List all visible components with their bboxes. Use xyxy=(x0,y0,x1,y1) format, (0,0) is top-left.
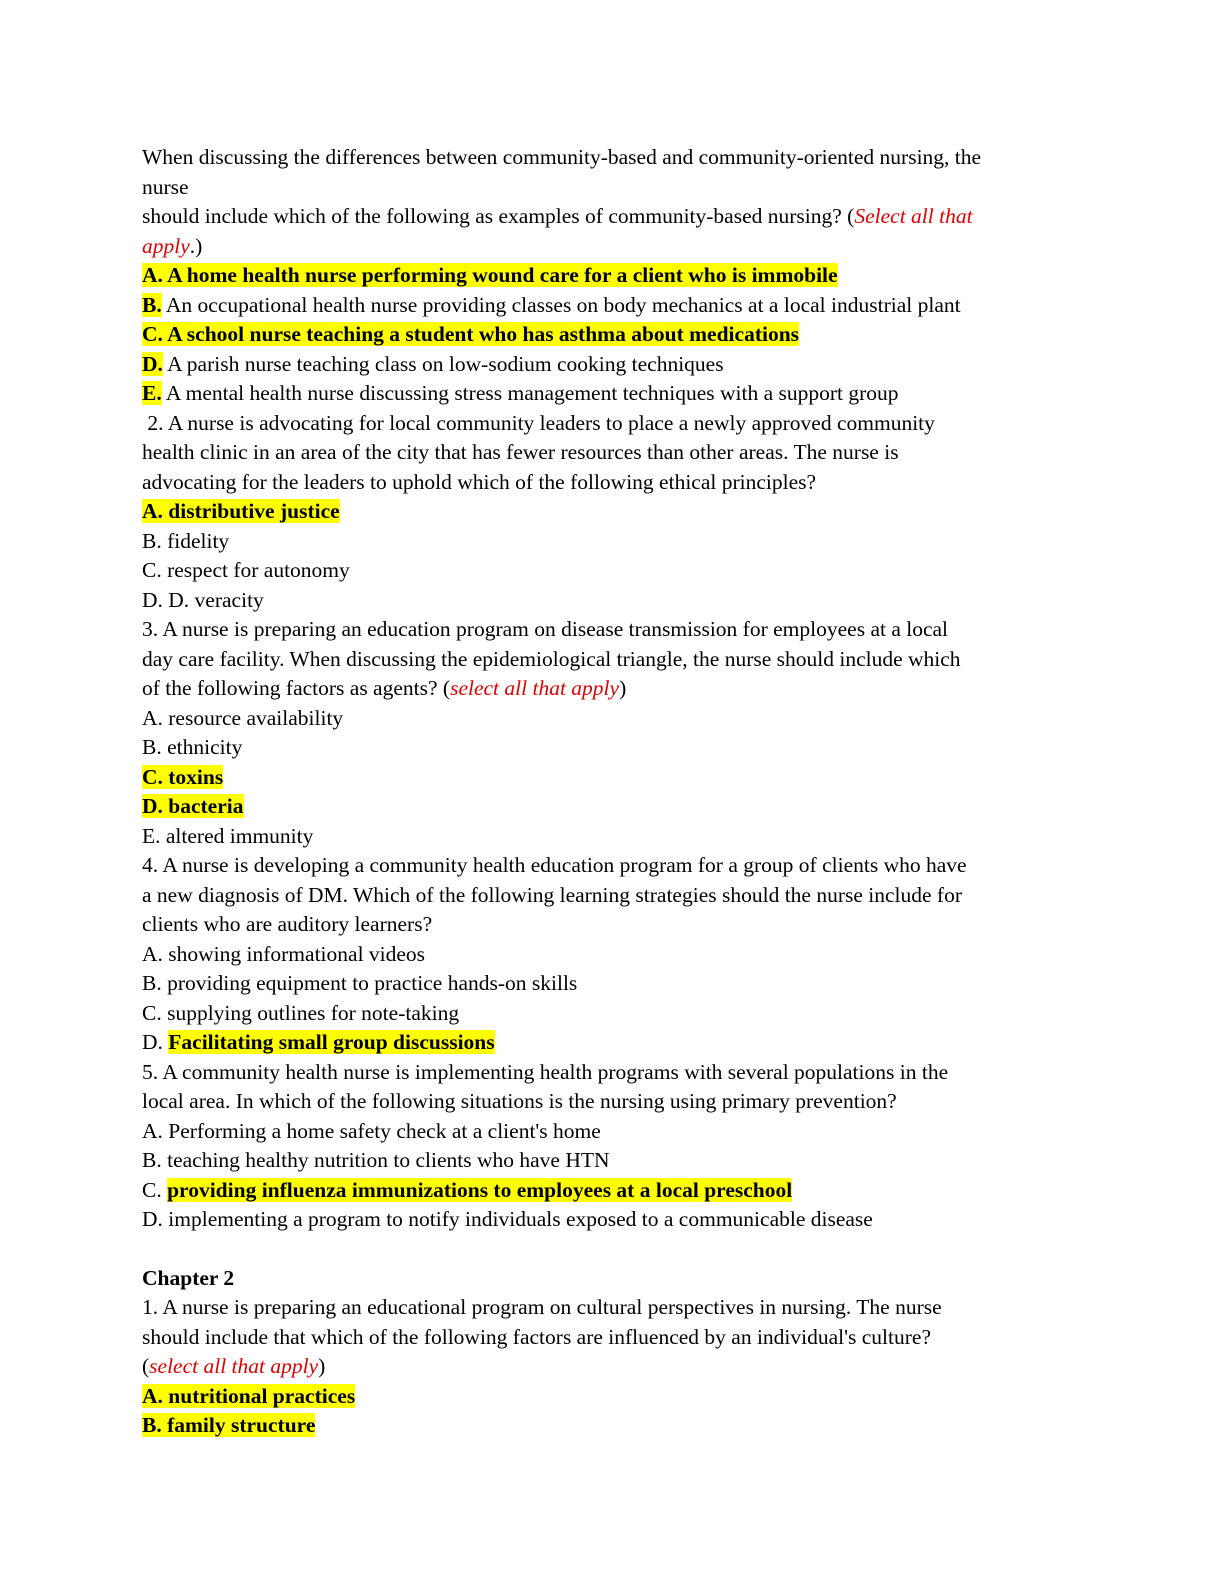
ch2-q1-stem-text: ( xyxy=(142,1354,150,1378)
q1-option-b xyxy=(142,291,1082,321)
q4-option-b: B. providing equipment to practice hands-on skills xyxy=(142,971,578,995)
option-text: D. bacteria xyxy=(142,794,244,818)
ch2-q1-stem-line: should include that which of the following factors are influenced by an individual's culture? xyxy=(142,1324,931,1349)
option-text: B. family structure xyxy=(142,1413,316,1437)
option-text: C. toxins xyxy=(142,764,224,789)
q4-stem-line: clients who are auditory learners? xyxy=(142,912,433,936)
option-text: A mental health nurse discussing stress management techniques with a support group xyxy=(161,381,899,405)
q3-option-b: B. ethnicity xyxy=(142,735,243,759)
q2-option-d: D. D. veracity xyxy=(142,587,264,612)
ch2-q1-stem-line: 1. A nurse is preparing an educational program on cultural perspectives in nursing. The nurse xyxy=(142,1295,942,1319)
option-text: A home health nurse performing wound care for a client who is immobile xyxy=(162,263,838,287)
q4-stem-line: 4. A nurse is developing a community health education program for a group of clients who have xyxy=(142,853,967,877)
q1-option-a xyxy=(142,261,1082,291)
option-text: An occupational health nurse providing classes on body mechanics at a local industrial plant xyxy=(161,292,961,317)
q1-stem-line xyxy=(142,202,1082,232)
q3-stem-line: day care facility. When discussing the epidemiological triangle, the nurse should include which xyxy=(142,646,961,671)
q5-option-c xyxy=(142,1176,1082,1206)
option-text: providing influenza immunizations to employees at a local preschool xyxy=(167,1177,793,1202)
q2-option-a xyxy=(142,497,1082,527)
select-all-instruction: Select all that xyxy=(854,204,973,228)
q5-option-b: B. teaching healthy nutrition to clients who have HTN xyxy=(142,1148,610,1172)
q3-stem-line: 3. A nurse is preparing an education program on disease transmission for employees at a local xyxy=(142,617,949,641)
option-letter: D. xyxy=(142,351,163,376)
chapter-heading: Chapter 2 xyxy=(142,1265,235,1290)
ch2-q1-stem-text: ) xyxy=(318,1354,326,1378)
q3-option-c xyxy=(142,763,1082,793)
q5-option-d: D. implementing a program to notify individuals exposed to a communicable disease xyxy=(142,1207,873,1231)
q3-stem-line xyxy=(142,674,1082,704)
select-all-instruction: apply xyxy=(142,233,190,258)
option-text: Facilitating small group discussions xyxy=(168,1030,495,1054)
q1-stem-text: should include which of the following as examples of community-based nursing? ( xyxy=(142,204,855,228)
option-letter: C. xyxy=(142,322,163,346)
q1-stem-line xyxy=(142,173,1082,203)
q4-stem-line: a new diagnosis of DM. Which of the following learning strategies should the nurse include for xyxy=(142,882,963,907)
option-text: A school nurse teaching a student who has asthma about medications xyxy=(162,322,800,346)
q4-option-d xyxy=(142,1028,1082,1058)
q4-option-c: C. supplying outlines for note-taking xyxy=(142,1000,460,1025)
q5-stem-line: 5. A community health nurse is implementing health programs with several populations in the xyxy=(142,1059,949,1084)
q1-option-d xyxy=(142,350,1082,380)
spacer xyxy=(142,1235,1082,1264)
q5-option-a: A. Performing a home safety check at a client's home xyxy=(142,1118,601,1143)
q1-stem-line xyxy=(142,232,1082,262)
option-letter: A. xyxy=(142,263,163,287)
ch2-q1-option-b xyxy=(142,1411,1082,1441)
q4-option-a: A. showing informational videos xyxy=(142,941,426,966)
q3-option-e: E. altered immunity xyxy=(142,823,314,848)
q2-stem-line: 2. A nurse is advocating for local community leaders to place a newly approved community xyxy=(142,410,935,435)
q2-option-b: B. fidelity xyxy=(142,528,230,553)
q2-stem-line: advocating for the leaders to uphold which of the following ethical principles? xyxy=(142,469,817,494)
option-letter: E. xyxy=(142,381,162,405)
q2-stem-line: health clinic in an area of the city that has fewer resources than other areas. The nurse is xyxy=(142,440,899,464)
q3-stem-text: ) xyxy=(619,676,627,700)
option-text: A. distributive justice xyxy=(142,499,340,523)
q2-option-c: C. respect for autonomy xyxy=(142,558,350,582)
select-all-instruction: select all that apply xyxy=(450,676,620,700)
ch2-q1-option-a xyxy=(142,1382,1082,1412)
q1-option-e xyxy=(142,379,1082,409)
q1-stem-text: .) xyxy=(189,233,203,258)
q1-stem-text: When discussing the differences between community-based and community-oriented nursing, the xyxy=(142,145,982,169)
option-text: A. nutritional practices xyxy=(142,1383,356,1408)
q1-stem-text: nurse xyxy=(142,174,189,199)
option-letter: B. xyxy=(142,292,162,317)
option-text: A parish nurse teaching class on low-sodium cooking techniques xyxy=(162,351,724,376)
q3-option-a: A. resource availability xyxy=(142,705,344,730)
document-page xyxy=(142,143,1082,1441)
option-letter: D. xyxy=(142,1030,169,1054)
q1-stem-line xyxy=(142,143,1082,173)
ch2-q1-stem-line xyxy=(142,1352,1082,1382)
option-letter: C. xyxy=(142,1177,168,1202)
q3-option-d xyxy=(142,792,1082,822)
q5-stem-line: local area. In which of the following situations is the nursing using primary prevention? xyxy=(142,1089,897,1113)
q1-option-c xyxy=(142,320,1082,350)
q3-stem-text: of the following factors as agents? ( xyxy=(142,676,451,700)
select-all-instruction: select all that apply xyxy=(149,1354,319,1378)
